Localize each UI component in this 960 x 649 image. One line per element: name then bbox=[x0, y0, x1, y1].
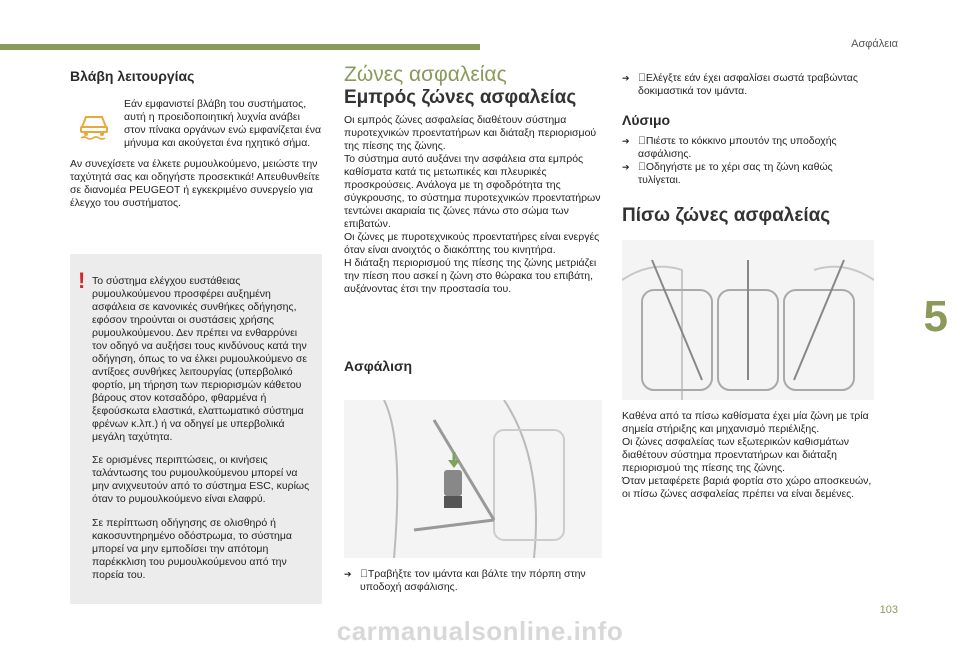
rear-belts-p3: Όταν μεταφέρετε βαριά φορτία στο χώρο αποσκευών, οι πίσω ζώνες ασφαλείας πρέπει να είναι δεμένες. bbox=[622, 475, 872, 500]
warning-text: Το σύστημα ελέγχου ευστάθειας ρυμουλκούμενου προσφέρει αυξημένη ασφάλεια σε κανονικές συνθήκες οδήγησης, εφόσον τηρούνται οι συστάσεις χρήσης ρυμουλκούμενου. Δεν πρέπει να ενθαρρύνει τον οδηγό να αυξήσει τους κινδύνους κατά την οδήγηση, όπως το να έλκει ρυμουλκούμενο σε αντίξοες συνθήκες λειτουργίας (υπερβολικό φορτίο, μη τήρηση των περιορισμών κάθετου βάρους στον κοτσαδόρο, φθαρμένα ή ξεφούσκωτα ελαστικά, ελαττωματικό σύστημα φρένων κ.λπ.) ή να οδηγεί με υπερβολικά μεγάλη ταχύτητα. bbox=[92, 274, 308, 443]
unlock-step: ➔ Πιέστε το κόκκινο μπουτόν της υποδοχής ασφάλισης. bbox=[622, 135, 837, 160]
rear-belts-title: Πίσω ζώνες ασφαλείας bbox=[622, 205, 831, 226]
lock-step: ➔ Τραβήξτε τον ιμάντα και βάλτε την πόρπη στην υποδοχή ασφάλισης. bbox=[344, 568, 586, 593]
header-bar bbox=[0, 44, 480, 50]
malfunction-intro: Εάν εμφανιστεί βλάβη του συστήματος, αυτή η προειδοποιητική λυχνία ανάβει στον πίνακα οργάνων ενώ εμφανίζεται ένα μήνυμα και ακούγεται ένα ηχητικό σήμα. bbox=[124, 98, 322, 149]
warning-text-3: Σε περίπτωση οδήγησης σε ολισθηρό ή κακοσυντηρημένο οδόστρωμα, το σύστημα μπορεί να μην εμποδίσει την απότομη παρέκκλιση του ρυμουλκούμενου από την πορεία του. bbox=[92, 516, 293, 581]
rear-belts-p1: Καθένα από τα πίσω καθίσματα έχει μία ζώνη με τρία σημεία στήριξης και μηχανισμό περιέλιξης. bbox=[622, 410, 869, 435]
front-belts-title: Εμπρός ζώνες ασφαλείας bbox=[344, 87, 577, 108]
section-title: Ζώνες ασφαλείας bbox=[344, 63, 507, 86]
page-number: 103 bbox=[879, 604, 898, 616]
check-step: ➔ Ελέγξτε εάν έχει ασφαλίσει σωστά τραβώντας δοκιμαστικά τον ιμάντα. bbox=[622, 72, 858, 97]
watermark: carmanualsonline.info bbox=[336, 616, 624, 646]
warning-box bbox=[70, 254, 322, 604]
warning-text-2: Σε ορισμένες περιπτώσεις, οι κινήσεις ταλάντωσης του ρυμουλκούμενου μπορεί να μην ανιχνευτούν από το σύστημα ESC, κυρίως όταν το ρυμουλκούμενο είναι ελαφρύ. bbox=[92, 454, 310, 505]
rear-seats-illustration bbox=[622, 240, 874, 400]
front-belts-p1: Οι εμπρός ζώνες ασφαλείας διαθέτουν σύστημα πυροτεχνικών προεντατήρων και διάταξη περιορισμού της πίεσης της ζώνης. bbox=[344, 114, 597, 152]
chapter-name: Ασφάλεια bbox=[851, 38, 898, 50]
unlock-title: Λύσιμο bbox=[622, 112, 671, 128]
arrow-icon: ➔ bbox=[622, 162, 630, 172]
warning-light-icon bbox=[76, 105, 112, 141]
lock-title: Ασφάλιση bbox=[344, 358, 413, 374]
front-belts-p3: Οι ζώνες με πυροτεχνικούς προεντατήρες είναι ενεργές όταν είναι ανοιχτός ο διακόπτης του κινητήρα. bbox=[344, 231, 600, 256]
arrow-icon: ➔ bbox=[622, 73, 630, 83]
left-column bbox=[70, 70, 322, 83]
rear-belts-p2: Οι ζώνες ασφαλείας των εξωτερικών καθισμάτων διαθέτουν σύστημα προεντατήρων και διάταξη περιορισμού της πίεσης της ζώνης. bbox=[622, 436, 850, 474]
front-belts-p4: Η διάταξη περιορισμού της πίεσης της ζώνης μετριάζει την πίεση που ασκεί η ζώνη στο θώρακα του επιβάτη, αυξάνοντας έτσι την προστασία του. bbox=[344, 257, 597, 295]
arrow-icon: ➔ bbox=[344, 569, 352, 579]
malfunction-title: Βλάβη λειτουργίας bbox=[70, 68, 195, 84]
warning-exclamation-icon: ! bbox=[78, 268, 86, 293]
right-column bbox=[622, 72, 874, 226]
arrow-icon: ➔ bbox=[622, 136, 630, 146]
buckle-illustration bbox=[344, 400, 602, 558]
malfunction-advice: Αν συνεχίσετε να έλκετε ρυμουλκούμενο, μειώστε την ταχύτητά σας και οδηγήστε προσεκτικά! Απευθυνθείτε σε διανομέα PEUGEOT ή εγκεκριμένο συνεργείο για έλεγχο του συστήματος. bbox=[70, 158, 320, 209]
chapter-number: 5 bbox=[923, 292, 948, 341]
front-belts-p2: Το σύστημα αυτό αυξάνει την ασφάλεια στα εμπρός καθίσματα κατά τις μετωπικές και πλευρικές προσκρούσεις. Ανάλογα με τη σφοδρότητα της σύγκρουσης, το σύστημα πυροτεχνικών προεντατήρων τεντώνει ακαριαία τις ζώνες πάνω στο σώμα των επιβατών. bbox=[344, 153, 601, 230]
middle-column bbox=[344, 63, 604, 296]
unlock-step: ➔ Οδηγήστε με το χέρι σας τη ζώνη καθώς τυλίγεται. bbox=[622, 161, 833, 186]
